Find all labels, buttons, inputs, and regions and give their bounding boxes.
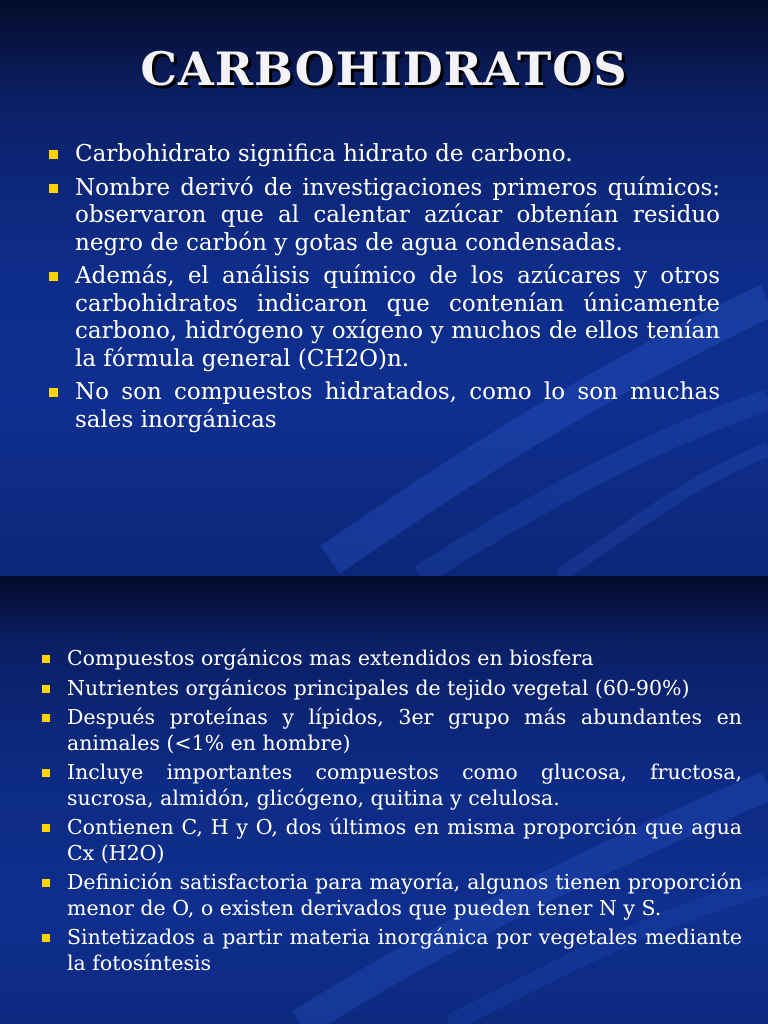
list-item bbox=[40, 760, 742, 811]
bullet-text: Sintetizados a partir materia inorgánica por vegetales mediante la fotosíntesis bbox=[67, 925, 742, 975]
square-bullet-icon bbox=[49, 388, 58, 397]
list-item bbox=[40, 646, 742, 672]
bullet-text: Incluye importantes compuestos como glucosa, fructosa, sucrosa, almidón, glicógeno, quitina y celulosa. bbox=[67, 760, 742, 810]
square-bullet-icon bbox=[42, 879, 50, 887]
bullet-list bbox=[40, 646, 742, 980]
square-bullet-icon bbox=[42, 824, 50, 832]
list-item bbox=[46, 141, 720, 169]
bullet-list bbox=[46, 141, 720, 440]
square-bullet-icon bbox=[42, 714, 50, 722]
list-item bbox=[40, 676, 742, 702]
square-bullet-icon bbox=[42, 655, 50, 663]
bullet-text: Después proteínas y lípidos, 3er grupo más abundantes en animales (<1% en hombre) bbox=[67, 705, 742, 755]
bullet-text: Nutrientes orgánicos principales de tejido vegetal (60-90%) bbox=[67, 675, 690, 700]
list-item bbox=[40, 815, 742, 866]
slide-title: CARBOHIDRATOS bbox=[140, 42, 628, 96]
slide-2 bbox=[0, 576, 768, 1024]
square-bullet-icon bbox=[42, 934, 50, 942]
list-item bbox=[40, 925, 742, 976]
list-item bbox=[40, 870, 742, 921]
square-bullet-icon bbox=[49, 184, 58, 193]
square-bullet-icon bbox=[49, 150, 58, 159]
bullet-text: Compuestos orgánicos mas extendidos en biosfera bbox=[67, 646, 594, 670]
bullet-text: Contienen C, H y O, dos últimos en misma proporción que agua Cx (H2O) bbox=[67, 815, 742, 865]
bullet-text: No son compuestos hidratados, como lo son muchas sales inorgánicas bbox=[75, 379, 720, 433]
bullet-text: Carbohidrato significa hidrato de carbono. bbox=[75, 141, 573, 167]
square-bullet-icon bbox=[42, 769, 50, 777]
bullet-text: Nombre derivó de investigaciones primeros químicos: observaron que al calentar azúcar obtenían residuo negro de carbón y gotas de agua condensadas. bbox=[75, 174, 720, 256]
square-bullet-icon bbox=[49, 272, 58, 281]
bullet-text: Definición satisfactoria para mayoría, algunos tienen proporción menor de O, o existen derivados que pueden tener N y S. bbox=[67, 870, 742, 920]
list-item bbox=[46, 379, 720, 434]
list-item bbox=[40, 705, 742, 756]
square-bullet-icon bbox=[42, 685, 50, 693]
list-item bbox=[46, 175, 720, 258]
list-item bbox=[46, 263, 720, 373]
bullet-text: Además, el análisis químico de los azúcares y otros carbohidratos indicaron que contenían únicamente carbono, hidrógeno y oxígeno y muchos de ellos tenían la fórmula general (CH2O)n. bbox=[75, 263, 720, 372]
